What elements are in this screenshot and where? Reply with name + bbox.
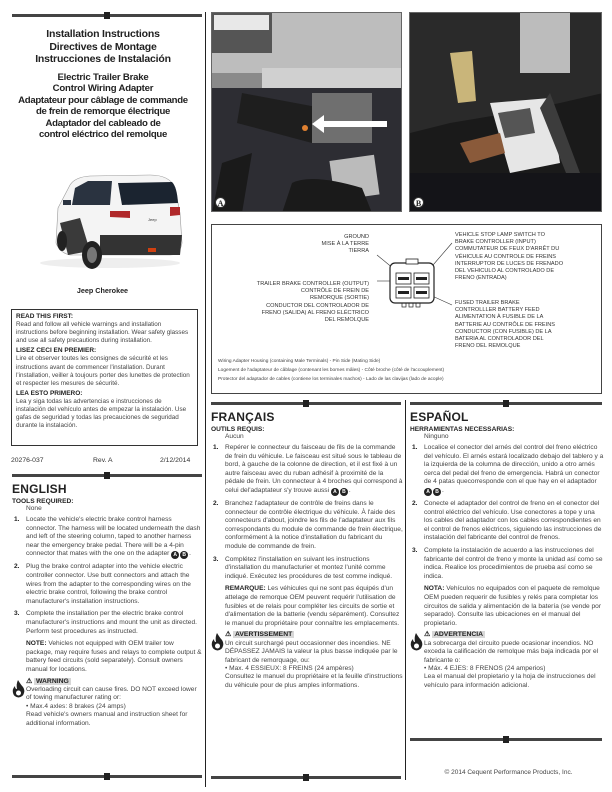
read-first-heading-en: READ THIS FIRST: — [16, 313, 74, 320]
step-number: 2. — [14, 563, 20, 571]
photo-ref-a-icon: A — [331, 488, 339, 496]
warning-block — [12, 678, 202, 728]
step-item: 1. Locate the vehicle's electric brake control harness connector. The harness will be located underneath the dash and left of the steering column, taped to another harness near the emergency brake pedal. There will be a 4-pin connector that mates with the one on the adapter A B . — [14, 516, 201, 559]
photo-ref-b-icon: B — [180, 551, 188, 559]
warning-text: Overloading circuit can cause fires. DO NOT exceed lower of towing manufacturer rating or: — [26, 685, 197, 702]
step-number: 1. — [14, 516, 20, 523]
revision: Rev. A — [93, 457, 113, 464]
step-item — [410, 547, 605, 581]
diagram-caption-fr: Logement de l'adaptateur de câblage (contenant les bornes mâles) - Côté broche (côté de l'accouplement) — [218, 368, 445, 373]
read-first-text-es: Lea y siga todas las advertencias e instrucciones de instalación del vehículo antes de empezar la instalación. Use gafas de seguridad y todas las precauciones de seguridad durante la instalación. — [16, 397, 187, 430]
read-first-heading-es: LEA ESTO PRIMERO: — [16, 389, 83, 397]
step-list — [12, 516, 202, 636]
french-section — [211, 410, 403, 690]
photo-ref-b-icon: B — [340, 488, 348, 496]
output-label: TRAILER BRAKE CONTROLLER (OUTPUT) CONTRÔLE DE FREIN DE REMORQUE (SORTIE) CONDUCTOR DEL CONTROLADOR DE FRENO (SALIDA) AL FRENO ELÉCTRICO DEL REMOLQUE — [256, 281, 369, 324]
product-es-2: control eléctrico del remolque — [38, 129, 167, 140]
tools-label: HERRAMIENTAS NECESSARIAS: — [410, 426, 515, 433]
step-number: 3. — [14, 610, 20, 618]
diagram-caption-en: Wiring Adapter Housing (containing Male Terminals) - Pin Side (Mating Side) — [218, 359, 381, 364]
note — [12, 640, 202, 674]
product-en-2: Control Wiring Adapter — [52, 83, 154, 94]
tools-value: Ninguno — [424, 433, 449, 440]
step-number: 3. — [412, 546, 418, 554]
title-fr: Directives de Montage — [49, 40, 157, 53]
fire-hazard-icon — [211, 633, 224, 651]
step-number: 2. — [213, 499, 219, 507]
step-text: Branchez l'adaptateur de contrôle de freins dans le connecteur de contrôle électrique du véhicule. À l'aide des connecteurs d'about, joindre les fils de l'adaptateur aux fils correspondants du module de commande de frein électrique, conformément à la notice d'installation du fabricant du module de commande de frein. — [225, 499, 403, 550]
photo-a — [211, 12, 402, 212]
section-language: ENGLISH — [12, 482, 67, 496]
spanish-section — [410, 410, 605, 690]
photo-ref-a-icon: A — [171, 551, 179, 559]
warning-block — [211, 631, 403, 690]
section-language: ESPAÑOL — [410, 410, 469, 424]
input-label: VEHICLE STOP LAMP SWITCH TO BRAKE CONTROLLER (INPUT) COMMUTATEUR DE FEUX D'ARRÊT DU VÉHICULE AU CONTROLE DE FREINS INTERRUPTOR DE LUCES DE FRENADO DEL VEHICULO AL CONTROLADO DE FRENO (ENTRADA) — [455, 232, 564, 282]
product-en-1: Electric Trailer Brake — [57, 71, 149, 83]
warning-triangle-icon: ⚠ — [225, 631, 232, 639]
note — [211, 585, 403, 628]
warning-text: Un circuit surchargé peut occasionner des incendies. NE DÉPASSEZ JAMAIS la valeur la plus basse indiquée par le fabricant de remorquage, ou: — [225, 639, 398, 664]
warning-label: ADVERTENCIA — [433, 631, 484, 639]
step-item — [12, 610, 202, 636]
english-section — [12, 482, 202, 728]
product-fr-1: Adaptateur pour câblage de commande — [18, 94, 188, 106]
copyright: © 2014 Cequent Performance Products, Inc. — [444, 769, 573, 776]
warning-title — [424, 631, 485, 639]
column-divider-left — [205, 12, 206, 787]
warning-rating: • Máx. 4 EJES: 8 FRENOS (24 amperios) — [424, 664, 546, 672]
note — [410, 585, 605, 628]
column-divider-right — [405, 400, 406, 780]
section-divider — [410, 738, 602, 741]
product-es-1: Adaptador del cableado de — [45, 117, 161, 129]
warning-title — [225, 631, 294, 639]
section-divider — [211, 402, 401, 405]
step-list — [211, 444, 403, 581]
note-label: NOTA: — [424, 585, 445, 593]
section-divider — [211, 776, 401, 779]
step-text: Locate the vehicle's electric brake control harness connector. The harness will be located underneath the dash and left of the steering column, taped to another harness near the emergency brake pedal. There will be a 4-pin connector that mates with the one on the adapter — [26, 516, 201, 558]
fire-hazard-icon — [410, 633, 423, 651]
note-label: REMARQUE: — [225, 585, 266, 593]
note-text: Les véhicules qui ne sont pas équipés d'un attelage de remorque OEM peuvent requérir l'utilisation de fusibles et de relais pour compléter les circuits de sortie et d'alimentation de la batterie (vendu séparément). Consultez le manuel du propriétaire pour connaître les emplacements. — [225, 585, 400, 627]
title-en: Installation Instructions — [46, 28, 160, 40]
warning-rating: • Max.4 axles: 8 brakes (24 amps) — [26, 702, 126, 710]
safety-notice-box — [11, 309, 198, 446]
step-item: 1. Localice el conector del arnés del control del freno eléctrico del vehículo. El arnés estará localizado debajo del tablero y a la izquierda de la columna de dirección, unido a otro arnés cerca del pedal del freno de emergencia. Habrá un conector de 4 patas quecorresponde con el que hay en el adaptador A B . — [412, 444, 604, 495]
read-first-heading-fr: LISEZ CECI EN PREMIER: — [16, 347, 97, 355]
diagram-caption-es: Protector del adaptador de cables (contiene los terminales machos) - Lado de las clavijas (lado de acople) — [218, 377, 444, 382]
section-divider — [12, 14, 202, 17]
step-text: Plug the brake control adapter into the vehicle electric controller connector. Use butt connectors and attach the wires from the adapter to the corresponding wires on the electric brake control, following the brake control manufacturer's installation instructions. — [26, 563, 191, 605]
step-item — [211, 556, 403, 582]
step-text: Conecte el adaptador del control de freno en el conector del control eléctrico del vehículo. Use conectores a tope y una los cables del adaptador con los cables correspondientes en el control de frenos eléctricos, siguiendo las instrucciones de instalación del fabricante del control de frenos. — [424, 499, 602, 542]
note-text: Vehículos no equipados con el paquete de remolque OEM pueden requerir de fusibles y relés para completar los circuitos de salida y alimentación de la batería (se vende por separado). Consulte las ubicaciones en el manual del propietario. — [424, 585, 602, 627]
photo-ref-b-icon: B — [433, 488, 441, 496]
warning-reference: Lea el manual del propietario y la hoja de instrucciones del vehículo para información adicional. — [424, 673, 596, 689]
document-titles — [8, 28, 198, 141]
warning-reference: Read vehicle's owners manual and instruction sheet for additional information. — [26, 711, 188, 727]
vehicle-name: Jeep Cherokee — [76, 286, 129, 295]
step-item: 1. Repérer le connecteur du faisceau de fils de la commande de frein du véhicule. Le faisceau est situé sous le tableau de bord, à gauche de la colonne de direction, et il est fixé à un autre faisceau avec du ruban adhésif à proximité de la pédale de frein. Un connecteur à 4 broches qui correspond à celui del'adaptateur s'y trouve aussi A B . — [213, 444, 403, 495]
warning-label: AVERTISSEMENT — [234, 631, 293, 639]
warning-triangle-icon: ⚠ — [26, 677, 33, 685]
part-number: 20276-037 — [11, 457, 44, 464]
section-divider — [12, 775, 202, 778]
read-first-text-fr: Lire et observer toutes les consignes de sécurité et les instructions avant de commencer l'installation. Durant l'installation, veiller à toujours porter des lunettes de protection et respecter les mesures de sécurité. — [16, 355, 190, 387]
svg-text:Jeep: Jeep — [148, 217, 157, 222]
warning-block — [410, 631, 605, 690]
warning-triangle-icon: ⚠ — [424, 631, 431, 639]
warning-label: WARNING — [35, 677, 69, 685]
step-item — [410, 500, 605, 543]
connector-diagram — [211, 224, 602, 394]
step-text: Localice el conector del arnés del control del freno eléctrico del vehículo. El arnés estará localizado debajo del tablero y a la izquierda de la columna de dirección, unido a otro arnés cerca del pedal del freno de emergencia. Habrá un conector de 4 patas quecorresponde con el que hay en el adaptador — [424, 444, 604, 486]
tools-value: Aucun — [225, 433, 244, 440]
vehicle-image — [30, 163, 185, 271]
step-text: Repérer le connecteur du faisceau de fils de la commande de frein du véhicule. Le faisceau est situé sous le tableau de bord, à gauche de la colonne de direction, et il est fixé à un autre faisceau avec du ruban adhésif à proximité de la pédale de frein. Un connecteur à 4 broches qui correspond à celui del'adaptateur s'y trouve aussi — [225, 444, 403, 494]
step-text: Complete the installation per the electric brake control manufacturer's instructions and mount the unit as directed. Perform test procedures as instructed. — [26, 610, 197, 635]
title-es: Instrucciones de Instalación — [35, 53, 171, 65]
photo-ref-a-icon: A — [424, 488, 432, 496]
photo-b — [409, 12, 602, 212]
step-number: 1. — [213, 444, 219, 451]
warning-rating: • Max. 4 ESSIEUX: 8 FREINS (24 ampères) — [225, 664, 354, 672]
doc-date: 2/12/2014 — [160, 457, 191, 464]
step-number: 3. — [213, 555, 219, 563]
step-item — [211, 500, 403, 552]
photo-tag-a: A — [215, 197, 226, 208]
ground-label: GROUND MISE À LA TERRE TIERRA — [321, 234, 369, 255]
battery-feed-label: FUSED TRAILER BRAKE CONTROLLLER BATTERY FEED ALIMENTATION À FUSIBLE DE LA BATTERIE AU CONTRÔLE DE FREINS CONDUCTOR (CON FUSIBLE) DE LA BATERIA AL CONTROLADOR DEL FRENO DEL REMOLQUE — [455, 300, 555, 350]
section-language: FRANÇAIS — [211, 410, 275, 424]
step-list — [410, 444, 605, 581]
step-number: 1. — [412, 444, 418, 451]
tools-label: OUTILS REQUIS: — [211, 426, 265, 433]
section-divider — [410, 402, 602, 405]
photo-b-image — [410, 13, 602, 212]
step-item — [12, 563, 202, 606]
step-text: Complétez l'installation en suivant les instructions d'installation du manufacturier et montez l'unité comme indiqué. Exécutez les procédures de test comme indiqué. — [225, 555, 393, 580]
tools-value: None — [26, 505, 42, 512]
step-text: Complete la instalación de acuerdo a las instrucciones del fabricante del control de freno y monte la unidad así como se indica. Realice los procedimientos de prueba así como se indica. — [424, 546, 603, 580]
note-label: NOTE: — [26, 640, 47, 648]
warning-reference: Consultez le manuel du propriétaire et la feuille d'instructions du véhicule pour de plus amples informations. — [225, 673, 403, 689]
read-first-text-en: Read and follow all vehicle warnings and installation instructions before beginning installation. Wear safety glasses and use all safety precautions during installation. — [16, 321, 189, 345]
tools-label: TOOLS REQUIRED: — [12, 498, 74, 505]
photo-tag-b: B — [413, 197, 424, 208]
product-fr-2: de frein de remorque électrique — [35, 106, 171, 117]
warning-text: La sobrecarga del circuito puede ocasionar incendios. NO exceda la calificación de remolque más baja indicada por el fabricante o: — [424, 639, 599, 664]
step-number: 2. — [412, 499, 418, 507]
section-divider — [12, 474, 202, 477]
photo-a-image — [212, 13, 402, 212]
fire-hazard-icon — [12, 680, 25, 698]
warning-title — [26, 678, 71, 686]
note-text: Vehicles not equipped with OEM trailer tow package, may require fuses and relays to complete output & battery feed circuits (sold separately). Consult owners manual for locations. — [26, 640, 202, 673]
